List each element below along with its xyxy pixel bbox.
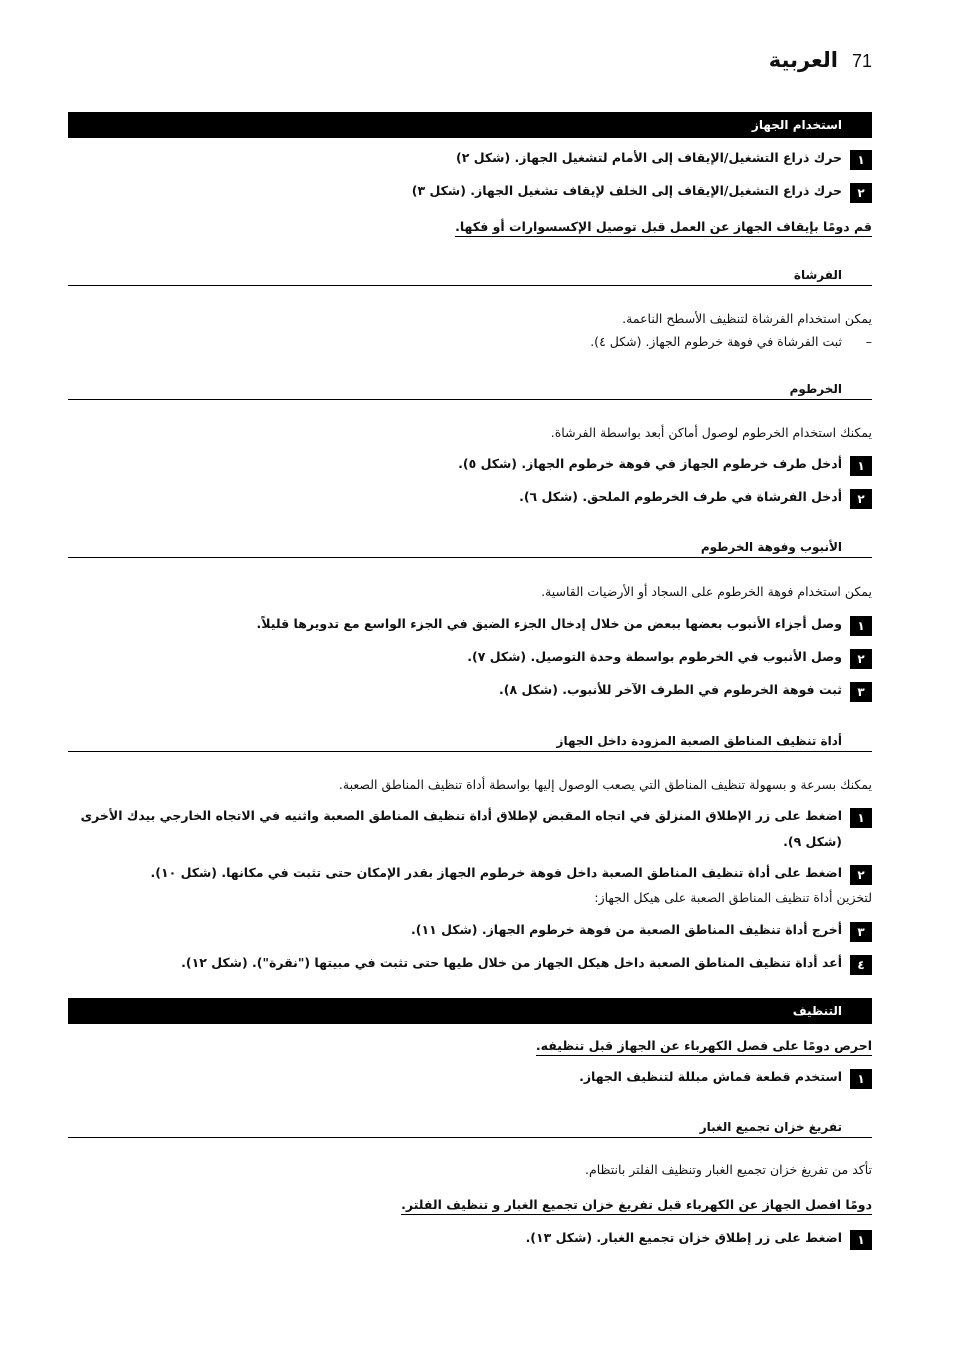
step-text: اضغط على زر الإطلاق المنزلق في اتجاه المقبض لإطلاق أداة تنظيف المناطق الصعبة واثنيه في الاتجاه الخارجي بيدك الأخرى [80, 808, 842, 823]
brush-intro: يمكن استخدام الفرشاة لتنظيف الأسطح الناعمة. [622, 311, 872, 326]
hose-step-1 [458, 456, 872, 476]
section-heading-hose: الخرطوم [68, 380, 872, 400]
dust-intro: تأكد من تفريغ خزان تجميع الغبار وتنظيف الفلتر بانتظام. [584, 1162, 872, 1177]
step-text: أعد أداة تنظيف المناطق الصعبة داخل هيكل الجهاز من خلال طيها حتى تثبت في مبيتها ("نقرة"). (شكل ١٢). [181, 955, 842, 970]
step-number: ١ [850, 616, 872, 636]
page-number: 71 [851, 51, 872, 71]
hose-intro: يمكنك استخدام الخرطوم لوصول أماكن أبعد بواسطة الفرشاة. [550, 425, 872, 440]
crevice-step-1-continuation: (شكل ٩). [783, 834, 842, 849]
crevice-step-2 [151, 865, 873, 885]
step-number: ١ [850, 456, 872, 476]
usage-warning: قم دومًا بإيقاف الجهاز عن العمل قبل توصيل الإكسسوارات أو فكها. [455, 219, 872, 237]
step-text: حرك ذراع التشغيل/الإيقاف إلى الأمام لتشغيل الجهاز. (شكل ٢) [456, 150, 842, 165]
step-text: ثبت فوهة الخرطوم في الطرف الآخر للأنبوب. (شكل ٨). [499, 682, 842, 697]
section-heading-dust: تفريغ خزان تجميع الغبار [68, 1118, 872, 1138]
cleaning-step-1 [579, 1069, 872, 1089]
language-title: العربية [768, 48, 838, 72]
step-text: أدخل طرف خرطوم الجهاز في فوهة خرطوم الجهاز. (شكل ٥). [458, 456, 842, 471]
step-text: وصل أجزاء الأنبوب بعضها ببعض من خلال إدخال الجزء الضيق في الجزء الواسع مع تدويرها قليلاً. [256, 616, 842, 631]
crevice-step-3 [411, 922, 872, 942]
page-header [769, 48, 872, 72]
step-number: ٤ [850, 955, 872, 975]
tube-step-1 [257, 616, 872, 636]
step-number: ٣ [850, 922, 872, 942]
step-number: ١ [850, 1069, 872, 1089]
crevice-step-4 [181, 955, 872, 975]
step-text: وصل الأنبوب في الخرطوم بواسطة وحدة التوصيل. (شكل ٧). [467, 649, 842, 664]
step-number: ٢ [850, 183, 872, 203]
dust-step-1 [526, 1230, 872, 1250]
hose-step-2 [519, 489, 872, 509]
step-text: أدخل الفرشاة في طرف الخرطوم الملحق. (شكل ٦). [519, 489, 842, 504]
dash-marker: – [865, 334, 872, 349]
step-number: ٢ [850, 865, 872, 885]
tube-step-3 [499, 682, 872, 702]
section-heading-tube: الأنبوب وفوهة الخرطوم [68, 538, 872, 558]
dust-warning: دومًا افصل الجهاز عن الكهرباء قبل تفريغ خزان تجميع الغبار و تنظيف الفلتر. [401, 1197, 872, 1215]
bullet-text: ثبت الفرشاة في فوهة خرطوم الجهاز. (شكل ٤). [590, 334, 842, 349]
usage-step-2 [412, 183, 872, 203]
crevice-storage-intro: لتخزين أداة تنظيف المناطق الصعبة على هيكل الجهاز: [594, 890, 872, 905]
cleaning-warning: احرص دومًا على فصل الكهرباء عن الجهاز قبل تنظيفه. [536, 1038, 872, 1056]
brush-bullet [590, 334, 872, 349]
step-text: اضغط على زر إطلاق خزان تجميع الغبار. (شكل ١٣). [525, 1230, 842, 1245]
section-bar-usage: استخدام الجهاز [68, 112, 872, 138]
step-number: ٣ [850, 682, 872, 702]
tube-intro: يمكن استخدام فوهة الخرطوم على السجاد أو الأرضيات القاسية. [541, 584, 872, 599]
section-heading-brush: الفرشاة [68, 266, 872, 286]
step-text: حرك ذراع التشغيل/الإيقاف إلى الخلف لإيقاف تشغيل الجهاز. (شكل ٣) [411, 183, 842, 198]
step-number: ٢ [850, 489, 872, 509]
step-number: ٢ [850, 649, 872, 669]
step-text: اضغط على أداة تنظيف المناطق الصعبة داخل فوهة خرطوم الجهاز بقدر الإمكان حتى تثبت في مكانها. (شكل ١٠). [150, 865, 842, 880]
step-text: استخدم قطعة قماش مبللة لتنظيف الجهاز. [579, 1069, 842, 1084]
tube-step-2 [467, 649, 872, 669]
section-heading-crevice: أداة تنظيف المناطق الصعبة المزودة داخل الجهاز [68, 732, 872, 752]
step-text: أخرج أداة تنظيف المناطق الصعبة من فوهة خرطوم الجهاز. (شكل ١١). [410, 922, 842, 937]
crevice-step-1 [81, 808, 872, 828]
step-number: ١ [850, 150, 872, 170]
section-bar-cleaning: التنظيف [68, 998, 872, 1024]
step-number: ١ [850, 1230, 872, 1250]
crevice-intro: يمكنك بسرعة و بسهولة تنظيف المناطق التي يصعب الوصول إليها بواسطة أداة تنظيف المناطق الصعبة. [338, 777, 872, 792]
usage-step-1 [456, 150, 872, 170]
step-number: ١ [850, 808, 872, 828]
